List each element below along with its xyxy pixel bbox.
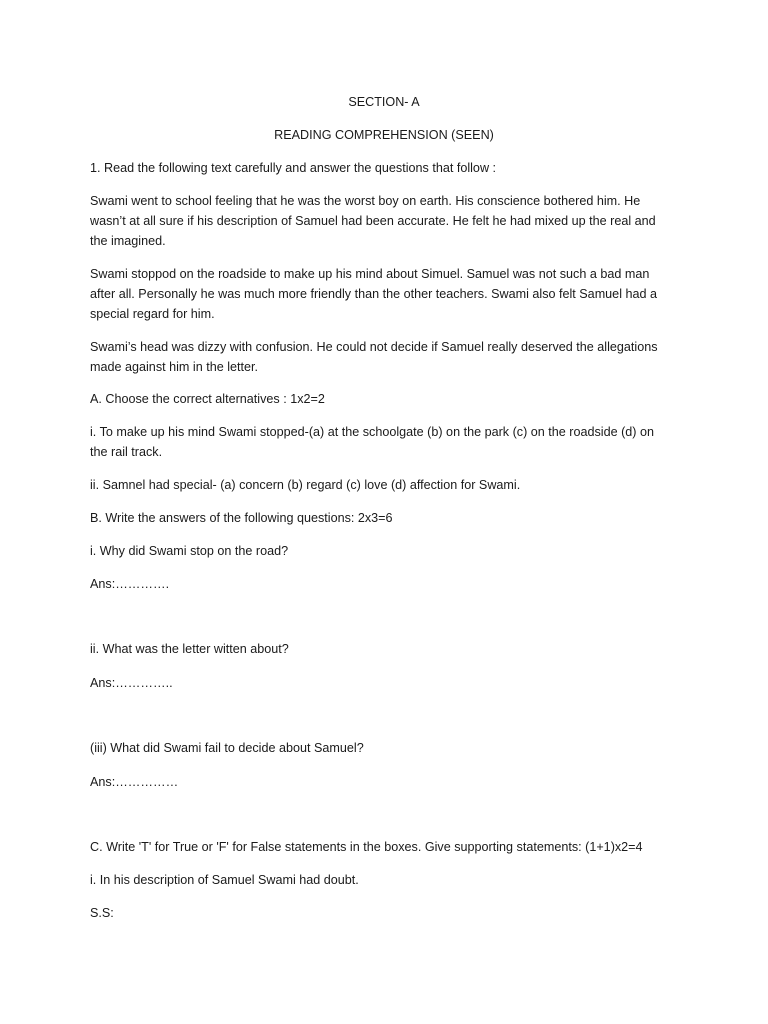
part-b-answer-2: Ans:………….. [90,676,173,690]
passage-paragraph-1: Swami went to school feeling that he was the worst boy on earth. His conscience bothered him. He wasn’t at all sure if his description of Samuel had been accurate. He felt he had mixed up the real and the imagined. [90,194,656,248]
section-subtitle: READING COMPREHENSION (SEEN) [274,128,494,142]
part-b-question-3: (iii) What did Swami fail to decide about Samuel? [90,741,364,755]
part-b-answer-3: Ans:…………… [90,775,179,789]
passage-paragraph-2: Swami stoppod on the roadside to make up his mind about Simuel. Samuel was not such a bad man after all. Personally he was much more friendly than the other teachers. Swami also felt Samuel had a special regard for him. [90,267,658,321]
part-a-heading: A. Choose the correct alternatives : 1x2=2 [90,392,325,406]
part-b-question-1: i. Why did Swami stop on the road? [90,544,289,558]
instruction-text: 1. Read the following text carefully and answer the questions that follow : [90,161,497,175]
part-b-heading: B. Write the answers of the following questions: 2x3=6 [90,511,393,525]
part-c-heading: C. Write 'T' for True or 'F' for False statements in the boxes. Give supporting statements: (1+1)x2=4 [90,840,643,854]
part-b-question-2: ii. What was the letter witten about? [90,642,289,656]
supporting-statement-label: S.S: [90,906,114,920]
section-heading: SECTION- A [348,95,420,109]
part-a-question-1: i. To make up his mind Swami stopped-(a) at the schoolgate (b) on the park (c) on the roadside (d) on the rail track. [90,425,654,459]
passage-paragraph-3: Swami’s head was dizzy with confusion. He could not decide if Samuel really deserved the allegations made against him in the letter. [90,340,658,374]
part-b-answer-1: Ans:…………. [90,577,170,591]
part-a-question-2: ii. Samnel had special- (a) concern (b) regard (c) love (d) affection for Swami. [90,478,521,492]
part-c-question-1: i. In his description of Samuel Swami had doubt. [90,873,359,887]
